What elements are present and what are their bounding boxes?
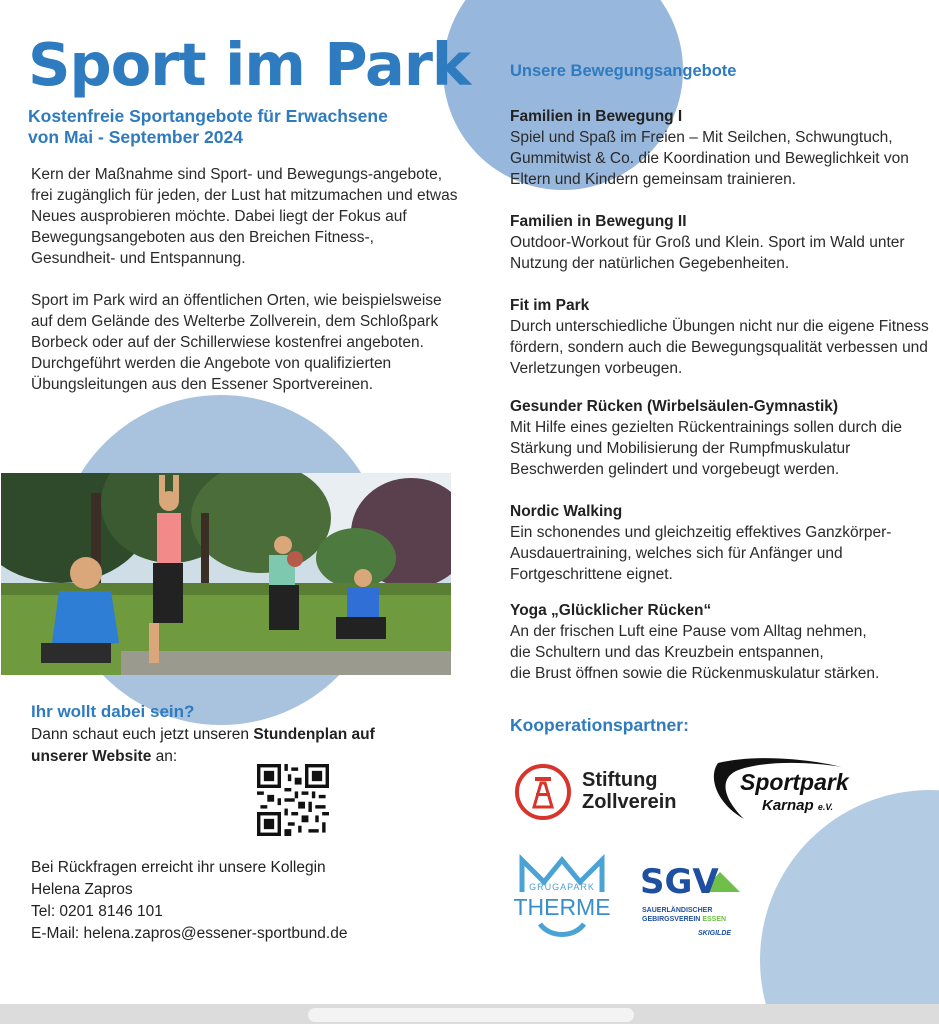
offer-item [510,211,930,274]
offer-name: Familien in Bewegung II [510,213,687,230]
cta-text [31,724,411,768]
contact-intro: Bei Rückfragen erreicht ihr unsere Kollegin [31,859,326,876]
grugapark-therme-logo[interactable] [510,852,614,942]
sportpark-karnap-logo[interactable] [710,757,850,827]
sgv-text [642,906,726,924]
sportpark-suffix: e.V. [817,802,834,812]
offer-description-line: die Schultern und das Kreuzbein entspannen, [510,644,824,661]
zollverein-line-2: Zollverein [582,791,677,813]
sgv-sub: SKIGILDE [698,930,732,937]
offer-description: Mit Hilfe eines gezielten Rückentrainings sollen durch die Stärkung und Mobilisierung der Rumpfmuskulatur Beschwerden gelindert und vorgebeugt werden. [510,419,903,478]
sgv-line-1: SAUERLÄNDISCHER [642,907,713,914]
sportpark-line-2: Karnap [762,797,814,814]
zollverein-line-1: Stiftung [582,769,658,791]
sportpark-line-1: Sportpark [740,769,849,795]
offer-name: Fit im Park [510,297,590,314]
offer-item [510,501,930,585]
offer-description: Spiel und Spaß im Freien – Mit Seilchen, Schwungtuch, Gummitwist & Co. die Koordination und Beweglichkeit von Eltern und Kindern gemeinsam trainieren. [510,129,909,188]
subtitle-line-2: von Mai - September 2024 [28,127,243,147]
zollverein-logo[interactable] [514,763,694,821]
contact-info [31,857,347,945]
sgv-line-2: GEBIRGSVEREIN [642,916,701,923]
cta-text-before: Dann schaut euch jetzt unseren [31,726,254,743]
subtitle-line-1: Kostenfreie Sportangebote für Erwachsene [28,106,388,126]
zollverein-logo-text [582,769,676,813]
offer-description-line: An der frischen Luft eine Pause vom Alltag nehmen, [510,623,867,640]
offer-name: Yoga „Glücklicher Rücken“ [510,602,712,619]
sgv-city: ESSEN [702,916,727,923]
offers-heading: Unsere Bewegungsangebote [510,62,737,80]
intro-paragraph-3: Durchgeführt werden die Angebote von qualifizierten Übungsleitungen aus den Essener Sportvereinen. [31,355,392,393]
offer-description: Outdoor-Workout für Groß und Klein. Sport im Wald unter Nutzung der natürlichen Gegebenheiten. [510,234,905,272]
page-title: Sport im Park [28,30,471,99]
offer-item [510,106,930,190]
offer-name: Gesunder Rücken (Wirbelsäulen-Gymnastik) [510,398,839,415]
intro-paragraphs [31,290,461,395]
timetable-website-link[interactable]: Stundenplan auf unserer Website [31,726,375,765]
page-subtitle [28,106,460,148]
intro-paragraph-1: Kern der Maßnahme sind Sport- und Bewegungs-angebote, frei zugänglich für jeden, der Lust hat mitzumachen und etwas Neues ausprobieren möchte. Dabei liegt der Fokus auf Bewegungsangeboten aus den Breichen Fitness-, Gesundheit- und Entspannung. [31,166,458,267]
qr-code[interactable] [257,764,329,836]
therme-line-1: GRUGAPARK [529,882,595,892]
offer-name: Familien in Bewegung I [510,108,683,125]
offer-description: Ein schonendes und gleichzeitig effektives Ganzkörper-Ausdauertraining, welches sich für Anfänger und Fortgeschrittene eignet. [510,524,892,583]
zollverein-emblem-icon [514,763,574,821]
offer-name: Nordic Walking [510,503,623,520]
contact-name: Helena Zapros [31,881,133,898]
contact-phone[interactable]: Tel: 0201 8146 101 [31,903,163,920]
viewer-scroll-tab[interactable] [308,1008,634,1022]
offer-item [510,396,930,480]
contact-email[interactable]: E-Mail: helena.zapros@essener-sportbund.de [31,925,348,942]
cta-text-after: an: [151,748,178,765]
qr-code-graphic [257,764,329,836]
cta-heading: Ihr wollt dabei sein? [31,702,195,721]
offer-description: Durch unterschiedliche Übungen nicht nur die eigene Fitness fördern, sondern auch die Bewegungsqualität verbessen und Verletzungen vorbeugen. [510,318,929,377]
offer-item [510,600,930,684]
offer-description-line: die Brust öffnen sowie die Rückenmuskulatur stärken. [510,665,880,682]
workout-photo-illustration [1,473,451,675]
partners-heading: Kooperationspartner: [510,715,689,735]
workout-photo [1,473,451,675]
offer-item [510,295,930,379]
intro-paragraph-2: Sport im Park wird an öffentlichen Orten, wie beispielsweise auf dem Gelände des Welterbe Zollverein, dem Schloßpark Borbeck oder auf der Schillerwiese kostenfrei angeboten. [31,292,442,351]
sportpark-line-2-wrap [762,797,833,814]
therme-line-2: THERME [513,894,611,920]
sgv-abbr: SGV [640,862,719,902]
header [28,30,471,148]
sgv-logo[interactable] [640,862,750,948]
